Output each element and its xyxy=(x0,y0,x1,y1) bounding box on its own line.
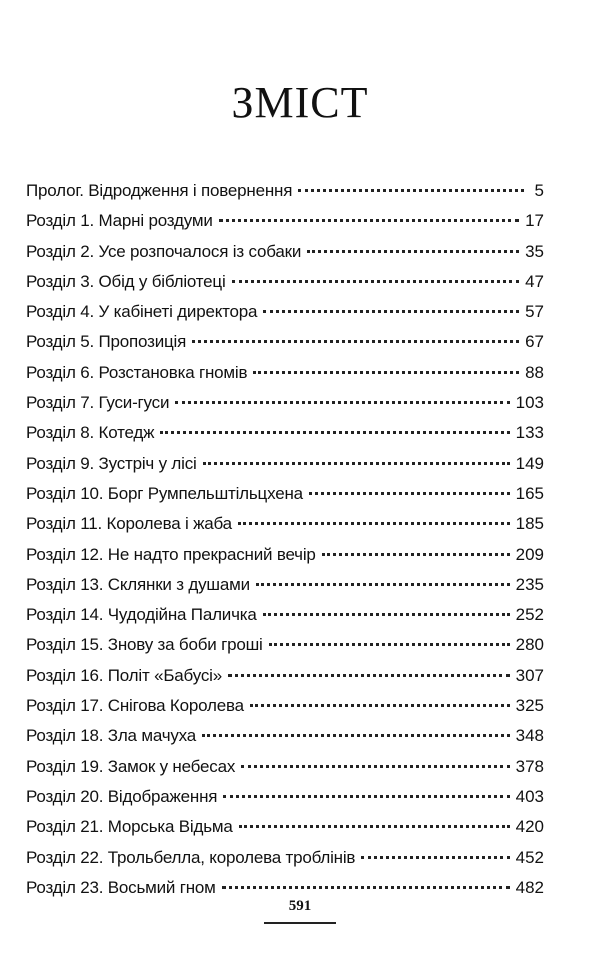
toc-dot-leader xyxy=(160,431,509,434)
toc-entry-page: 5 xyxy=(534,181,544,200)
toc-entry-title: Розділ 22. Трольбелла, королева троблінів xyxy=(26,847,356,867)
toc-entry-page: 420 xyxy=(515,817,544,837)
toc-dot-leader xyxy=(253,371,519,374)
toc-dot-leader xyxy=(256,583,510,586)
toc-entry-page: 67 xyxy=(525,332,544,352)
toc-entry-page: 325 xyxy=(515,696,544,716)
toc-entry xyxy=(26,812,544,842)
toc-entry-page: 348 xyxy=(515,726,544,746)
toc-entry-title: Розділ 4. У кабінеті директора xyxy=(26,302,258,322)
toc-entry-page: 403 xyxy=(515,786,544,806)
toc-entry-title: Розділ 5. Пропозиція xyxy=(26,332,187,352)
toc-dot-leader xyxy=(361,856,509,859)
toc-entry-page: 378 xyxy=(515,756,544,776)
toc-entry xyxy=(26,721,544,751)
toc-dot-leader xyxy=(203,462,510,465)
toc-entry-title: Розділ 20. Відображення xyxy=(26,786,218,806)
toc-entry-title: Розділ 19. Замок у небесах xyxy=(26,756,236,776)
toc-dot-leader xyxy=(241,765,509,768)
toc-entry xyxy=(26,479,544,509)
toc-entry-title: Розділ 12. Не надто прекрасний вечір xyxy=(26,544,316,564)
toc-entry-title: Розділ 7. Гуси-гуси xyxy=(26,393,170,413)
toc-entry-page: 103 xyxy=(515,393,544,413)
toc-entry-page: 452 xyxy=(515,847,544,867)
table-of-contents xyxy=(26,176,544,903)
toc-dot-leader xyxy=(222,886,510,889)
toc-entry xyxy=(26,388,544,418)
toc-entry-title: Розділ 16. Політ «Бабусі» xyxy=(26,665,222,685)
toc-entry xyxy=(26,752,544,782)
toc-dot-leader xyxy=(298,189,524,192)
toc-entry-title: Розділ 10. Борг Румпельштільцхена xyxy=(26,483,303,503)
toc-entry-page: 209 xyxy=(515,544,544,564)
page-number-rule xyxy=(264,922,336,924)
toc-entry-title: Розділ 6. Розстановка гномів xyxy=(26,362,248,382)
toc-dot-leader xyxy=(322,553,510,556)
toc-dot-leader xyxy=(238,522,510,525)
toc-entry-title: Розділ 1. Марні роздуми xyxy=(26,211,213,231)
toc-dot-leader xyxy=(250,704,510,707)
toc-dot-leader xyxy=(175,401,509,404)
toc-dot-leader xyxy=(223,795,509,798)
toc-entry-page: 235 xyxy=(515,574,544,594)
toc-entry xyxy=(26,661,544,691)
toc-entry xyxy=(26,237,544,267)
toc-entry-page: 482 xyxy=(515,877,544,897)
toc-entry-page: 165 xyxy=(515,483,544,503)
toc-entry-page: 35 xyxy=(525,241,544,261)
toc-entry-title: Розділ 14. Чудодійна Паличка xyxy=(26,605,257,625)
toc-entry-title: Розділ 21. Морська Відьма xyxy=(26,817,233,837)
toc-entry xyxy=(26,630,544,660)
toc-dot-leader xyxy=(307,250,519,253)
toc-entry xyxy=(26,449,544,479)
toc-dot-leader xyxy=(202,734,510,737)
toc-dot-leader xyxy=(239,825,510,828)
toc-entry-page: 307 xyxy=(515,665,544,685)
toc-entry-title: Розділ 17. Снігова Королева xyxy=(26,696,244,716)
toc-entry-page: 280 xyxy=(515,635,544,655)
toc-entry-title: Розділ 8. Котедж xyxy=(26,423,155,443)
toc-entry-title: Розділ 9. Зустріч у лісі xyxy=(26,453,197,473)
toc-dot-leader xyxy=(228,674,510,677)
toc-entry-page: 133 xyxy=(515,423,544,443)
toc-entry-title: Розділ 13. Склянки з душами xyxy=(26,574,250,594)
toc-entry-page: 185 xyxy=(515,514,544,534)
toc-entry xyxy=(26,418,544,448)
toc-entry-title: Розділ 2. Усе розпочалося із собаки xyxy=(26,241,302,261)
toc-entry xyxy=(26,570,544,600)
toc-entry xyxy=(26,176,544,206)
page-number: 591 xyxy=(288,898,312,914)
toc-entry-title: Розділ 15. Знову за боби гроші xyxy=(26,635,263,655)
toc-dot-leader xyxy=(219,219,519,222)
toc-entry-page: 149 xyxy=(515,453,544,473)
toc-entry xyxy=(26,206,544,236)
toc-entry xyxy=(26,297,544,327)
toc-entry-page: 252 xyxy=(515,605,544,625)
toc-entry-page: 57 xyxy=(525,302,544,322)
toc-entry-title: Розділ 23. Восьмий гном xyxy=(26,877,216,897)
toc-dot-leader xyxy=(309,492,510,495)
toc-dot-leader xyxy=(232,280,520,283)
toc-entry-title: Розділ 11. Королева і жаба xyxy=(26,514,232,534)
toc-entry-page: 88 xyxy=(525,362,544,382)
toc-entry xyxy=(26,509,544,539)
toc-entry xyxy=(26,782,544,812)
toc-entry-page: 47 xyxy=(525,271,544,291)
toc-entry-title: Пролог. Відродження і повернення xyxy=(26,181,293,200)
toc-entry xyxy=(26,540,544,570)
toc-dot-leader xyxy=(192,340,519,343)
toc-entry-title: Розділ 3. Обід у бібліотеці xyxy=(26,271,226,291)
toc-dot-leader xyxy=(263,613,510,616)
toc-entry xyxy=(26,600,544,630)
toc-entry xyxy=(26,267,544,297)
toc-entry xyxy=(26,843,544,873)
toc-entry-page: 17 xyxy=(525,211,544,231)
page-title: ЗМІСТ xyxy=(231,78,369,127)
toc-entry xyxy=(26,691,544,721)
toc-dot-leader xyxy=(269,643,510,646)
toc-entry xyxy=(26,327,544,357)
toc-dot-leader xyxy=(263,310,519,313)
toc-entry-title: Розділ 18. Зла мачуха xyxy=(26,726,197,746)
toc-entry xyxy=(26,358,544,388)
